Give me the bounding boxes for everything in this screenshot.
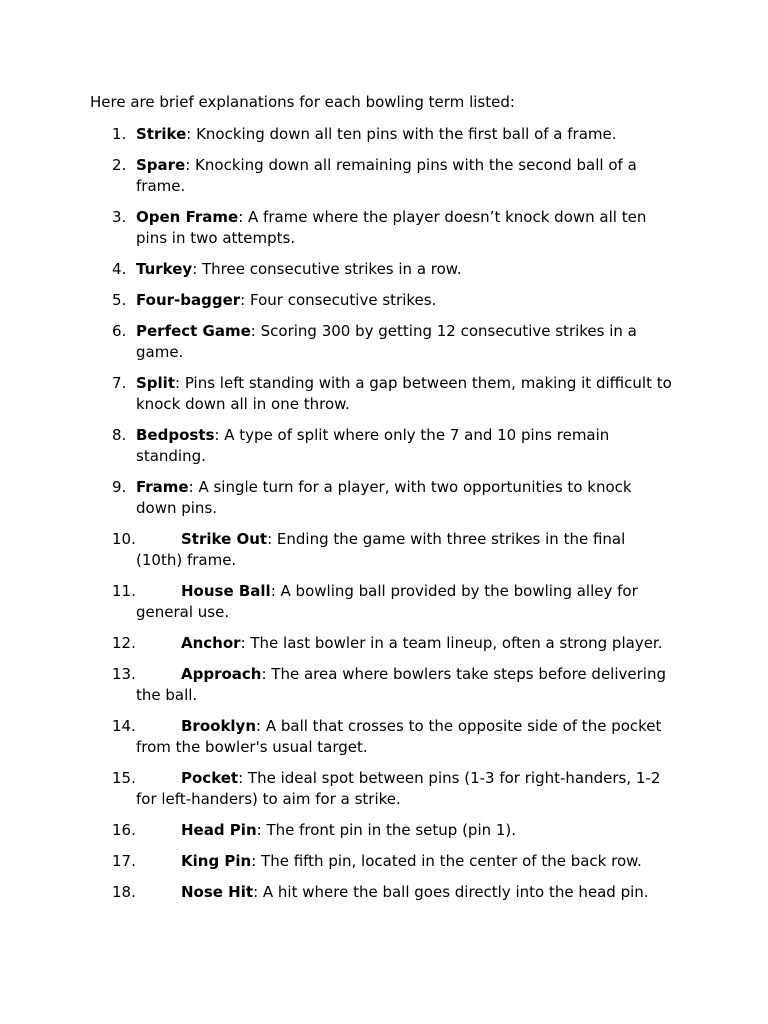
item-term: Nose Hit — [181, 883, 254, 901]
item-term: Strike — [136, 125, 187, 143]
item-definition: : Scoring 300 by getting 12 consecutive strikes in a game. — [136, 322, 637, 361]
list-item — [0, 321, 676, 363]
item-definition: : Knocking down all remaining pins with the second ball of a frame. — [136, 156, 637, 195]
item-number: 14. — [112, 717, 136, 735]
item-number: 17. — [112, 852, 136, 870]
list-item — [0, 820, 676, 841]
list-item — [0, 851, 676, 872]
list-item — [0, 425, 676, 467]
item-term: Split — [136, 374, 175, 392]
bowling-term-list — [0, 124, 768, 913]
item-term: Anchor — [181, 634, 241, 652]
intro-text: Here are brief explanations for each bowling term listed: — [90, 93, 515, 111]
list-item — [0, 529, 676, 571]
item-number: 11. — [112, 582, 136, 600]
list-item — [0, 768, 676, 810]
item-term: Strike Out — [181, 530, 268, 548]
list-item — [0, 124, 676, 145]
item-definition: : A frame where the player doesn’t knock down all ten pins in two attempts. — [136, 208, 647, 247]
item-term: Head Pin — [181, 821, 257, 839]
item-definition: : The area where bowlers take steps before delivering the ball. — [136, 665, 666, 704]
item-number: 4. — [112, 260, 127, 278]
item-number: 3. — [112, 208, 127, 226]
item-term: Turkey — [136, 260, 193, 278]
item-number: 6. — [112, 322, 127, 340]
list-item — [0, 259, 676, 280]
item-definition: : Three consecutive strikes in a row. — [192, 260, 462, 278]
item-term: Perfect Game — [136, 322, 251, 340]
item-definition: : A bowling ball provided by the bowling alley for general use. — [136, 582, 638, 621]
list-item — [0, 477, 676, 519]
list-item — [0, 155, 676, 197]
list-item — [0, 290, 676, 311]
item-number: 16. — [112, 821, 136, 839]
list-item — [0, 373, 676, 415]
item-number: 18. — [112, 883, 136, 901]
item-definition: : The fifth pin, located in the center of the back row. — [251, 852, 642, 870]
item-term: Brooklyn — [181, 717, 257, 735]
list-item — [0, 664, 676, 706]
item-number: 1. — [112, 125, 127, 143]
item-term: Open Frame — [136, 208, 239, 226]
item-definition: : The last bowler in a team lineup, often a strong player. — [240, 634, 663, 652]
item-term: Approach — [181, 665, 262, 683]
item-number: 2. — [112, 156, 127, 174]
item-definition: : Four consecutive strikes. — [240, 291, 437, 309]
item-definition: : Ending the game with three strikes in the final (10th) frame. — [136, 530, 626, 569]
item-term: Frame — [136, 478, 189, 496]
item-number: 9. — [112, 478, 127, 496]
item-term: Pocket — [181, 769, 239, 787]
item-definition: : A ball that crosses to the opposite side of the pocket from the bowler's usual target. — [136, 717, 662, 756]
item-term: Bedposts — [136, 426, 215, 444]
item-number: 7. — [112, 374, 127, 392]
item-number: 15. — [112, 769, 136, 787]
item-number: 8. — [112, 426, 127, 444]
item-term: House Ball — [181, 582, 271, 600]
item-number: 13. — [112, 665, 136, 683]
item-number: 10. — [112, 530, 136, 548]
item-definition: : A hit where the ball goes directly into the head pin. — [253, 883, 649, 901]
item-term: Spare — [136, 156, 186, 174]
list-item — [0, 633, 676, 654]
item-definition: : Knocking down all ten pins with the first ball of a frame. — [186, 125, 617, 143]
item-definition: : A single turn for a player, with two opportunities to knock down pins. — [136, 478, 632, 517]
list-item — [0, 882, 676, 903]
list-item — [0, 581, 676, 623]
item-definition: : Pins left standing with a gap between them, making it difficult to knock down all in one throw. — [136, 374, 672, 413]
item-definition: : A type of split where only the 7 and 10 pins remain standing. — [136, 426, 610, 465]
item-term: Four-bagger — [136, 291, 241, 309]
list-item — [0, 207, 676, 249]
list-item — [0, 716, 676, 758]
item-definition: : The ideal spot between pins (1-3 for right-handers, 1-2 for left-handers) to aim for a strike. — [136, 769, 661, 808]
item-term: King Pin — [181, 852, 252, 870]
item-number: 5. — [112, 291, 127, 309]
item-number: 12. — [112, 634, 136, 652]
item-definition: : The front pin in the setup (pin 1). — [256, 821, 517, 839]
